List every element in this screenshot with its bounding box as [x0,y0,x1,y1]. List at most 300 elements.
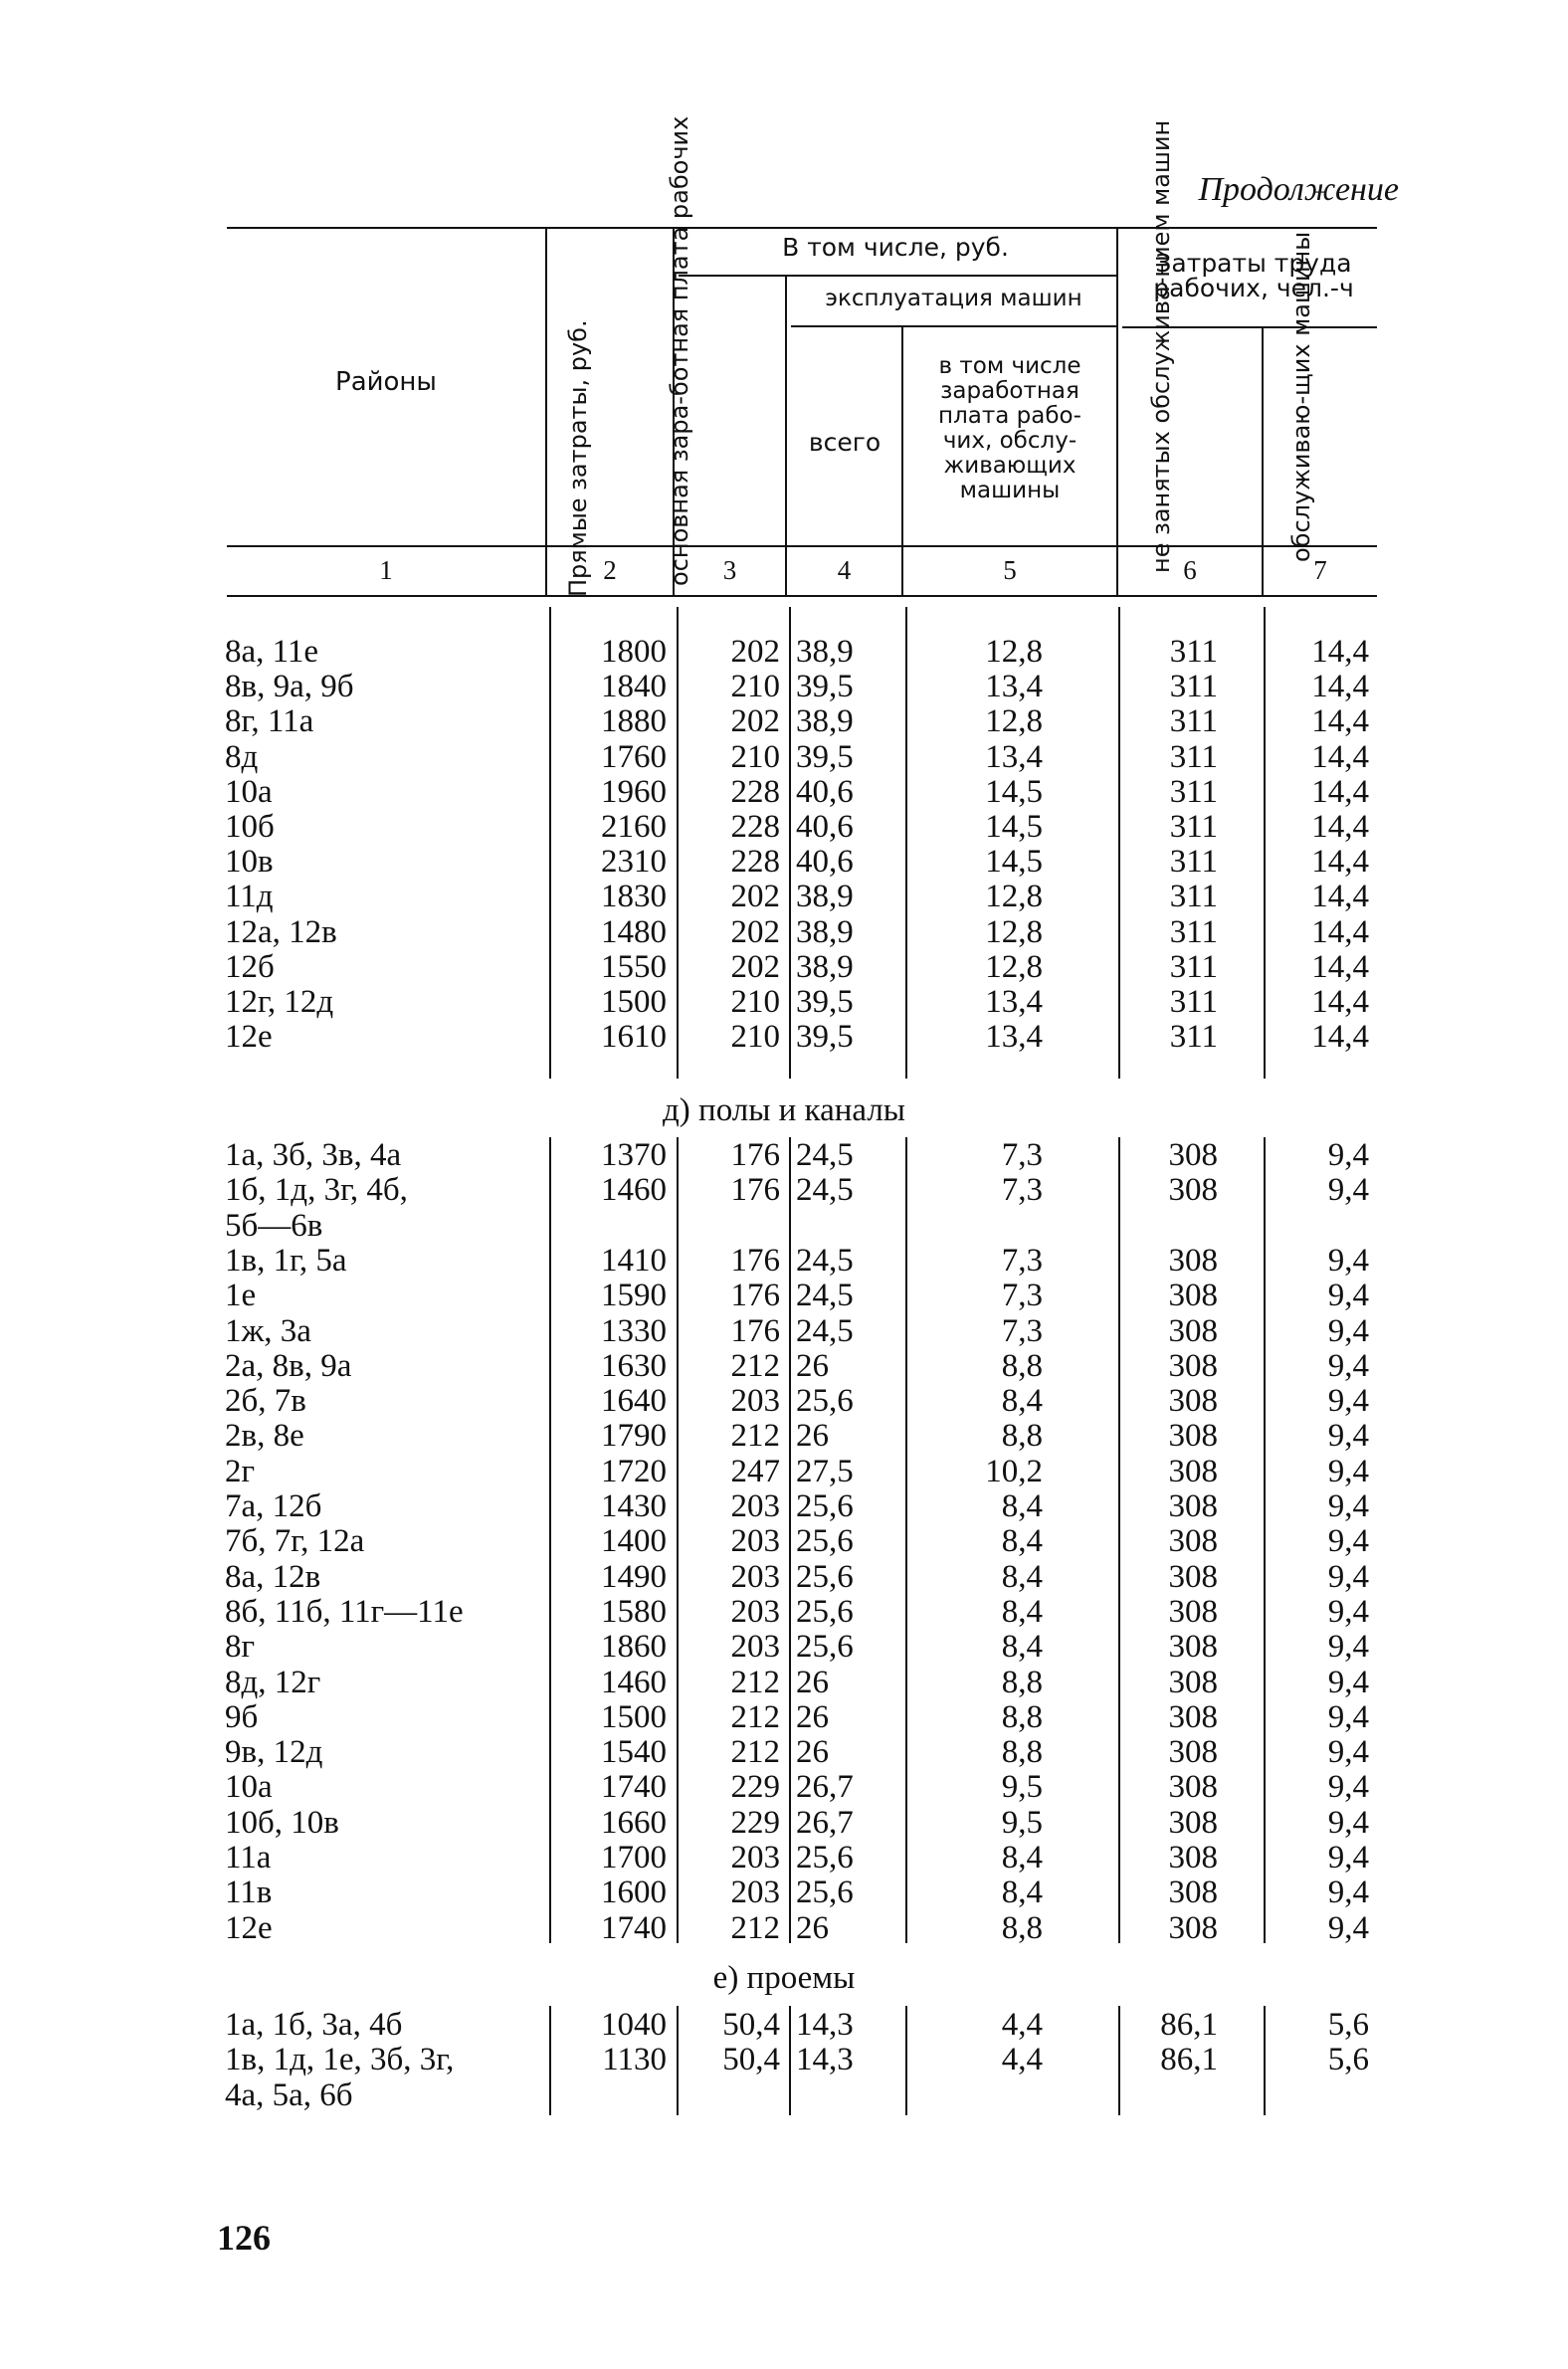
table-cell: 9,4 [1327,1312,1369,1349]
table-cell: 1790 [601,1418,667,1455]
colnum-3: 3 [722,555,737,585]
body-divider [1264,2006,1266,2115]
table-cell: 26 [796,1664,829,1700]
table-cell: 212 [730,1698,780,1735]
table-cell: 12,8 [985,703,1043,740]
table-row-label: 10а [225,773,273,810]
body-divider [1264,1137,1266,1943]
table-row-label: 11в [225,1875,273,1911]
table-cell: 13,4 [985,738,1043,775]
table-cell: 86,1 [1160,2042,1218,2078]
table-cell: 9,4 [1327,1383,1369,1420]
table-cell: 9,4 [1327,1629,1369,1666]
table-cell: 25,6 [796,1488,854,1524]
table-cell: 26 [796,1909,829,1946]
table-top-rule [227,227,1377,229]
table-cell: 26 [796,1698,829,1735]
table-cell: 39,5 [796,669,854,705]
table-cell: 311 [1169,844,1218,881]
table-row-label: 12е [225,1909,273,1946]
table-cell: 176 [730,1137,780,1173]
table-cell: 308 [1168,1769,1218,1806]
table-cell: 308 [1168,1558,1218,1595]
table-cell: 5,6 [1327,2042,1369,2078]
table-cell: 86,1 [1160,2007,1218,2043]
body-divider [789,2006,791,2115]
header-group-labor: Затраты труда рабочих, чел.-ч [1153,249,1354,302]
table-cell: 2160 [601,809,667,845]
table-cell: 24,5 [796,1172,854,1209]
table-row-label: 2г [225,1453,256,1489]
table-cell: 14,4 [1311,984,1369,1020]
table-cell: 308 [1168,1172,1218,1209]
table-cell: 9,4 [1327,1453,1369,1489]
table-row-label: 8а, 12в [225,1558,321,1595]
table-cell: 308 [1168,1347,1218,1384]
group-incl-rule [679,275,1116,277]
table-cell: 9,4 [1327,1804,1369,1841]
table-cell: 14,4 [1311,948,1369,985]
table-row-label: 10б [225,809,275,845]
table-cell: 13,4 [985,1019,1043,1056]
table-cell: 8,8 [1001,1909,1043,1946]
header-divider [1116,227,1118,595]
table-row-label: 12г, 12д [225,984,334,1020]
table-cell: 10,2 [985,1453,1043,1489]
table-cell: 4,4 [1001,2042,1043,2078]
table-cell: 308 [1168,1488,1218,1524]
colnum-6: 6 [1183,555,1197,585]
table-row-label: 1б, 1д, 3г, 4б, [225,1172,408,1209]
table-cell: 8,4 [1001,1558,1043,1595]
table-row-label: 10а [225,1769,273,1806]
table-cell: 202 [730,879,780,915]
table-row-label: 8г [225,1629,256,1666]
header-col6: не занятых обслужива-нием машин [1147,119,1175,573]
table-cell: 308 [1168,1698,1218,1735]
table-cell: 26,7 [796,1769,854,1806]
table-cell: 9,4 [1327,1488,1369,1524]
table-cell: 9,4 [1327,1734,1369,1771]
table-row-label: 8а, 11е [225,634,319,670]
header-col3: основная зара-ботная плата рабочих [666,115,693,586]
table-cell: 308 [1168,1418,1218,1455]
table-cell: 1410 [601,1242,667,1279]
table-cell: 1500 [601,1698,667,1735]
body-divider [677,1137,679,1943]
table-cell: 9,4 [1327,1840,1369,1875]
table-row-label: 7а, 12б [225,1488,322,1524]
section-title-openings: е) проемы [712,1960,856,1996]
table-cell: 1400 [601,1523,667,1560]
table-cell: 311 [1169,669,1218,705]
table-cell: 308 [1168,1242,1218,1279]
table-cell: 1640 [601,1383,667,1420]
table-cell: 308 [1168,1909,1218,1946]
table-cell: 26,7 [796,1804,854,1841]
table-cell: 9,4 [1327,1172,1369,1209]
table-cell: 38,9 [796,879,854,915]
table-row-label: 1а, 3б, 3в, 4а [225,1137,402,1173]
table-cell: 176 [730,1278,780,1314]
table-cell: 212 [730,1347,780,1384]
table-cell: 8,8 [1001,1418,1043,1455]
table-cell: 8,4 [1001,1840,1043,1875]
table-cell: 14,4 [1311,879,1369,915]
table-cell: 24,5 [796,1242,854,1279]
table-row-label: 1в, 1д, 1е, 3б, 3г, [225,2042,455,2078]
table-cell: 1550 [601,948,667,985]
body-divider [1118,607,1120,1079]
table-cell: 228 [730,809,780,845]
table-cell: 203 [730,1488,780,1524]
table-cell: 9,4 [1327,1278,1369,1314]
header-col7: обслуживаю-щих машины [1287,231,1315,562]
table-cell: 308 [1168,1664,1218,1700]
table-cell: 176 [730,1242,780,1279]
table-cell: 308 [1168,1383,1218,1420]
table-cell: 1740 [601,1769,667,1806]
table-cell: 25,6 [796,1593,854,1630]
table-cell: 308 [1168,1875,1218,1911]
table-cell: 308 [1168,1593,1218,1630]
table-cell: 308 [1168,1804,1218,1841]
table-cell: 308 [1168,1734,1218,1771]
body-divider [1264,607,1266,1079]
table-cell: 311 [1169,738,1218,775]
body-divider [905,607,907,1079]
table-cell: 308 [1168,1453,1218,1489]
table-cell: 308 [1168,1312,1218,1349]
table-cell: 27,5 [796,1453,854,1489]
table-cell: 9,5 [1001,1804,1043,1841]
table-cell: 25,6 [796,1558,854,1595]
table-cell: 8,4 [1001,1629,1043,1666]
table-row-label: 2б, 7в [225,1383,306,1420]
table-cell: 12,8 [985,948,1043,985]
table-cell: 1800 [601,634,667,670]
table-cell: 13,4 [985,669,1043,705]
colnum-1: 1 [379,555,393,585]
table-cell: 14,4 [1311,738,1369,775]
body-divider [789,607,791,1079]
table-cell: 8,8 [1001,1734,1043,1771]
table-cell: 24,5 [796,1137,854,1173]
table-cell: 4,4 [1001,2007,1043,2043]
table-row-label: 8б, 11б, 11г—11е [225,1593,464,1630]
body-divider [549,1137,551,1943]
table-cell: 24,5 [796,1278,854,1314]
table-cell: 38,9 [796,913,854,950]
table-cell: 203 [730,1875,780,1911]
table-cell: 14,3 [796,2042,854,2078]
table-cell: 311 [1169,809,1218,845]
table-cell: 12,8 [985,879,1043,915]
table-cell: 203 [730,1523,780,1560]
table-cell: 311 [1169,984,1218,1020]
table-cell: 7,3 [1001,1242,1043,1279]
table-cell: 9,4 [1327,1769,1369,1806]
table-cell: 38,9 [796,634,854,670]
colnum-7: 7 [1313,555,1327,585]
table-row-label: 12б [225,948,275,985]
table-cell: 9,4 [1327,1875,1369,1911]
header-col2: Прямые затраты, руб. [564,319,592,597]
table-cell: 202 [730,913,780,950]
table-row-label: 1е [225,1278,257,1314]
continuation-label: Продолжение [1198,171,1399,208]
table-cell: 14,5 [985,809,1043,845]
table-cell: 7,3 [1001,1172,1043,1209]
table-cell: 50,4 [722,2007,780,2043]
table-cell: 9,5 [1001,1769,1043,1806]
table-cell: 1760 [601,738,667,775]
table-cell: 8,4 [1001,1523,1043,1560]
table-cell: 8,4 [1001,1593,1043,1630]
table-cell: 50,4 [722,2042,780,2078]
table-row-label: 2а, 8в, 9а [225,1347,352,1384]
table-cell: 38,9 [796,703,854,740]
table-cell: 212 [730,1664,780,1700]
table-row-label: 10в [225,844,274,881]
colnum-4: 4 [837,555,852,585]
table-cell: 26 [796,1734,829,1771]
table-row-label: 9в, 12д [225,1734,323,1771]
page-number: 126 [217,2218,271,2258]
table-cell: 311 [1169,773,1218,810]
table-cell: 308 [1168,1137,1218,1173]
table-cell: 1130 [602,2042,667,2078]
table-cell: 12,8 [985,634,1043,670]
table-cell: 9,4 [1327,1698,1369,1735]
table-cell: 212 [730,1909,780,1946]
table-cell: 229 [730,1769,780,1806]
table-row-label: 8в, 9а, 9б [225,669,354,705]
table-cell: 9,4 [1327,1242,1369,1279]
table-cell: 8,4 [1001,1488,1043,1524]
table-cell: 1610 [601,1019,667,1056]
table-row-label: 5б—6в [225,1207,323,1244]
table-cell: 40,6 [796,773,854,810]
table-cell: 1040 [601,2007,667,2043]
table-row-label: 11а [225,1840,272,1875]
table-cell: 26 [796,1347,829,1384]
table-row-label: 2в, 8е [225,1418,304,1455]
table-cell: 14,4 [1311,773,1369,810]
table-cell: 228 [730,773,780,810]
table-cell: 202 [730,634,780,670]
table-cell: 9,4 [1327,1418,1369,1455]
table-cell: 8,8 [1001,1698,1043,1735]
table-cell: 5,6 [1327,2007,1369,2043]
table-cell: 9,4 [1327,1664,1369,1700]
group-machines-rule [791,325,1116,327]
colnum-bottom-rule [227,595,1377,597]
table-cell: 210 [730,738,780,775]
table-cell: 308 [1168,1840,1218,1875]
table-cell: 1490 [601,1558,667,1595]
table-row-label: 8д, 12г [225,1664,321,1700]
table-cell: 14,4 [1311,669,1369,705]
table-cell: 9,4 [1327,1909,1369,1946]
table-row-label: 1а, 1б, 3а, 4б [225,2007,403,2043]
colnum-2: 2 [603,555,617,585]
table-cell: 311 [1169,703,1218,740]
colnum-5: 5 [1003,555,1017,585]
table-cell: 308 [1168,1278,1218,1314]
table-cell: 8,4 [1001,1383,1043,1420]
body-divider [677,2006,679,2115]
table-cell: 203 [730,1629,780,1666]
table-cell: 1840 [601,669,667,705]
table-cell: 308 [1168,1523,1218,1560]
table-cell: 1590 [601,1278,667,1314]
body-divider [1118,1137,1120,1943]
table-cell: 40,6 [796,809,854,845]
table-cell: 14,3 [796,2007,854,2043]
table-cell: 210 [730,1019,780,1056]
table-cell: 9,4 [1327,1523,1369,1560]
table-row-label: 9б [225,1698,259,1735]
section-title-floors: д) полы и каналы [663,1092,905,1128]
body-divider [905,1137,907,1943]
table-cell: 210 [730,669,780,705]
table-cell: 1960 [601,773,667,810]
table-cell: 1600 [601,1875,667,1911]
header-col1: Районы [335,367,437,397]
table-cell: 311 [1169,879,1218,915]
table-cell: 202 [730,703,780,740]
table-cell: 311 [1169,948,1218,985]
table-cell: 2310 [601,844,667,881]
table-cell: 1460 [601,1664,667,1700]
table-cell: 212 [730,1734,780,1771]
body-divider [1118,2006,1120,2115]
table-cell: 203 [730,1558,780,1595]
table-cell: 229 [730,1804,780,1841]
table-cell: 1720 [601,1453,667,1489]
table-cell: 7,3 [1001,1278,1043,1314]
table-cell: 25,6 [796,1523,854,1560]
table-cell: 1700 [601,1840,667,1875]
table-cell: 212 [730,1418,780,1455]
table-cell: 210 [730,984,780,1020]
table-cell: 311 [1169,1019,1218,1056]
table-cell: 12,8 [985,913,1043,950]
table-cell: 203 [730,1840,780,1875]
table-row-label: 12е [225,1019,273,1056]
body-divider [549,2006,551,2115]
table-row-label: 1ж, 3а [225,1312,311,1349]
table-cell: 39,5 [796,1019,854,1056]
table-cell: 1740 [601,1909,667,1946]
table-row-label: 7б, 7г, 12а [225,1523,365,1560]
table-cell: 14,4 [1311,809,1369,845]
table-cell: 9,4 [1327,1137,1369,1173]
table-cell: 24,5 [796,1312,854,1349]
header-divider [785,277,787,595]
table-cell: 1860 [601,1629,667,1666]
table-cell: 1460 [601,1172,667,1209]
table-cell: 14,4 [1311,1019,1369,1056]
table-cell: 25,6 [796,1629,854,1666]
table-cell: 1500 [601,984,667,1020]
table-cell: 13,4 [985,984,1043,1020]
table-cell: 1370 [601,1137,667,1173]
table-row-label: 4а, 5а, 6б [225,2076,353,2113]
table-cell: 1630 [601,1347,667,1384]
table-cell: 38,9 [796,948,854,985]
table-cell: 1660 [601,1804,667,1841]
table-cell: 14,4 [1311,703,1369,740]
table-cell: 25,6 [796,1383,854,1420]
table-cell: 176 [730,1312,780,1349]
table-cell: 25,6 [796,1875,854,1911]
header-group-machines: эксплуатация машин [825,286,1082,311]
table-cell: 311 [1169,913,1218,950]
table-row-label: 8д [225,738,259,775]
table-cell: 14,5 [985,773,1043,810]
table-cell: 1830 [601,879,667,915]
table-cell: 1480 [601,913,667,950]
table-row-label: 10б, 10в [225,1804,339,1841]
table-cell: 9,4 [1327,1347,1369,1384]
table-cell: 7,3 [1001,1312,1043,1349]
table-cell: 14,4 [1311,844,1369,881]
table-cell: 9,4 [1327,1593,1369,1630]
table-cell: 8,4 [1001,1875,1043,1911]
table-row-label: 8г, 11а [225,703,314,740]
table-cell: 202 [730,948,780,985]
header-col4: всего [808,428,882,457]
table-cell: 14,4 [1311,634,1369,670]
table-cell: 247 [730,1453,780,1489]
table-cell: 1330 [601,1312,667,1349]
table-cell: 203 [730,1593,780,1630]
table-row-label: 1в, 1г, 5а [225,1242,347,1279]
table-cell: 8,8 [1001,1664,1043,1700]
table-cell: 25,6 [796,1840,854,1875]
table-cell: 308 [1168,1629,1218,1666]
body-divider [905,2006,907,2115]
table-cell: 26 [796,1418,829,1455]
table-row-label: 12а, 12в [225,913,337,950]
table-cell: 1430 [601,1488,667,1524]
table-cell: 1580 [601,1593,667,1630]
table-cell: 14,4 [1311,913,1369,950]
table-cell: 40,6 [796,844,854,881]
header-col5: в том числе заработная плата рабо-чих, обслу-живающих машины [938,353,1081,503]
body-divider [549,607,551,1079]
body-divider [677,607,679,1079]
table-cell: 8,8 [1001,1347,1043,1384]
header-group-incl: В том числе, руб. [782,233,1009,262]
table-cell: 9,4 [1327,1558,1369,1595]
table-cell: 203 [730,1383,780,1420]
table-cell: 14,5 [985,844,1043,881]
table-cell: 7,3 [1001,1137,1043,1173]
table-cell: 39,5 [796,738,854,775]
header-divider [545,227,547,595]
table-cell: 311 [1169,634,1218,670]
table-cell: 228 [730,844,780,881]
table-cell: 1880 [601,703,667,740]
body-divider [789,1137,791,1943]
table-cell: 39,5 [796,984,854,1020]
table-cell: 1540 [601,1734,667,1771]
table-cell: 176 [730,1172,780,1209]
table-row-label: 11д [225,879,274,915]
